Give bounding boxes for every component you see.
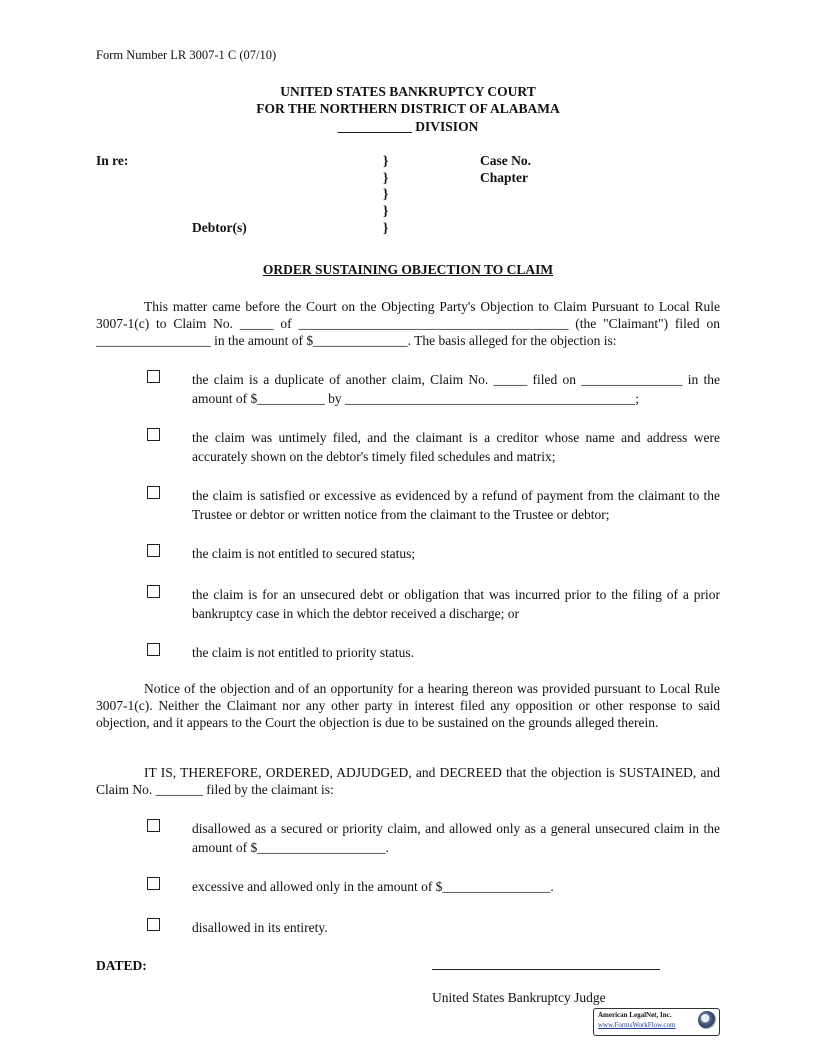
caption-brace: } <box>383 220 389 235</box>
option-disallowed-entirety: disallowed in its entirety. <box>192 920 328 935</box>
chapter-label: Chapter <box>480 170 528 185</box>
judge-label: United States Bankruptcy Judge <box>432 990 606 1005</box>
logo-emblem-icon <box>698 1011 716 1029</box>
signature-line <box>432 969 660 970</box>
logo-url[interactable]: www.FormsWorkFlow.com <box>598 1021 676 1029</box>
option-not-secured: the claim is not entitled to secured status; <box>192 546 416 561</box>
caption-brace: } <box>383 186 389 201</box>
case-number-label: Case No. <box>480 153 531 168</box>
caption-brace: } <box>383 170 389 185</box>
form-number: Form Number LR 3007-1 C (07/10) <box>96 48 277 62</box>
option-disallowed-secured: disallowed as a secured or priority claim, and allowed only as a general unsecured claim in the amount of $___________________. <box>192 821 720 855</box>
checkbox-untimely-filed[interactable] <box>147 428 160 441</box>
in-re-label: In re: <box>96 153 129 168</box>
caption-brace: } <box>383 203 389 218</box>
checkbox-not-secured[interactable] <box>147 544 160 557</box>
option-not-priority: the claim is not entitled to priority status. <box>192 645 414 660</box>
option-excessive-allowed: excessive and allowed only in the amount of $________________. <box>192 879 554 894</box>
dated-label: DATED: <box>96 958 147 973</box>
checkbox-disallowed-secured[interactable] <box>147 819 160 832</box>
notice-paragraph: Notice of the objection and of an opportunity for a hearing thereon was provided pursuant to Local Rule 3007-1(c). Neither the Claimant nor any other party in interest filed any opposition or other response to said objection, and it appears to the Court the objection is due to be sustained on the grounds alleged therein. <box>96 681 720 730</box>
publisher-logo[interactable] <box>593 1008 720 1036</box>
checkbox-duplicate-claim[interactable] <box>147 370 160 383</box>
ordered-paragraph: IT IS, THEREFORE, ORDERED, ADJUDGED, and DECREED that the objection is SUSTAINED, and Claim No. _______ filed by the claimant is: <box>96 765 720 797</box>
order-title: ORDER SUSTAINING OBJECTION TO CLAIM <box>262 262 554 277</box>
court-division: ___________ DIVISION <box>337 119 479 134</box>
caption-brace: } <box>383 153 389 168</box>
option-satisfied-excessive: the claim is satisfied or excessive as evidenced by a refund of payment from the claimant to the Trustee or debtor or written notice from the claimant to the Trustee or debtor; <box>192 488 720 522</box>
court-name: UNITED STATES BANKRUPTCY COURT <box>280 84 536 99</box>
checkbox-prior-discharge[interactable] <box>147 585 160 598</box>
option-untimely-filed: the claim was untimely filed, and the claimant is a creditor whose name and address were accurately shown on the debtor's timely filed schedules and matrix; <box>192 430 720 464</box>
debtor-label: Debtor(s) <box>192 220 247 235</box>
option-duplicate-claim: the claim is a duplicate of another claim, Claim No. _____ filed on _______________ in the amount of $__________ by ___________________________________________; <box>192 372 720 406</box>
checkbox-disallowed-entirety[interactable] <box>147 918 160 931</box>
checkbox-satisfied-excessive[interactable] <box>147 486 160 499</box>
logo-company: American LegalNet, Inc. <box>598 1011 672 1019</box>
checkbox-not-priority[interactable] <box>147 643 160 656</box>
checkbox-excessive-allowed[interactable] <box>147 877 160 890</box>
intro-paragraph: This matter came before the Court on the Objecting Party's Objection to Claim Pursuant to Local Rule 3007-1(c) to Claim No. _____ of ________________________________________ (the "Claimant") filed on _________________ in the amount of $______________. The basis alleged for the objection is: <box>96 299 720 348</box>
option-prior-discharge: the claim is for an unsecured debt or obligation that was incurred prior to the filing of a prior bankruptcy case in which the debtor received a discharge; or <box>192 587 720 621</box>
court-district: FOR THE NORTHERN DISTRICT OF ALABAMA <box>256 101 560 116</box>
